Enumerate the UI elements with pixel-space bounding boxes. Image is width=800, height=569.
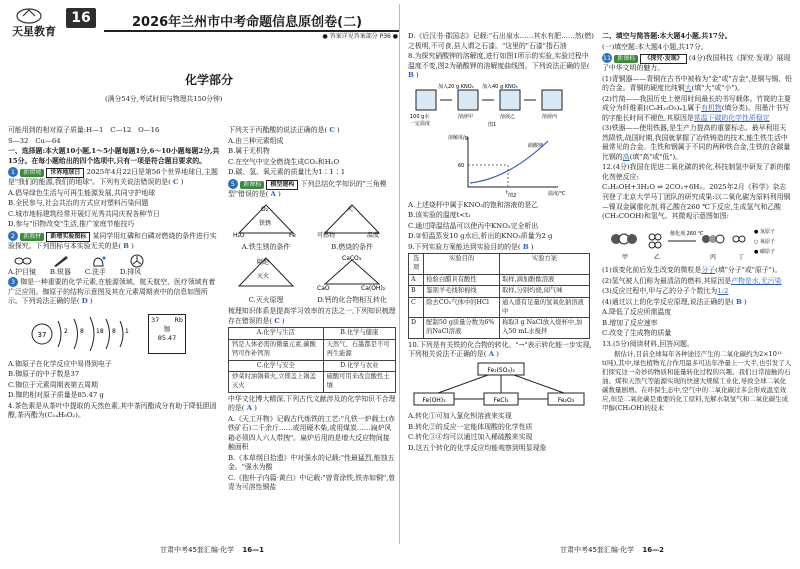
table-cell: 称取3 g NaCl放入烧杯中,加入50 mL水搅拌	[499, 318, 589, 338]
fe-mid-node: FeCl₃	[493, 396, 509, 404]
q9-table	[408, 253, 590, 339]
q11-1-text: (1)青铜器——青铜在古书中被称为"金"或"吉金",是铜与锡、铅的合金。青铜的硬度比纯铜	[602, 74, 793, 93]
q2-options-row	[8, 268, 220, 278]
sharp-object-icon	[52, 254, 70, 268]
table-cell: 检验白醋具有酸性	[424, 274, 500, 286]
q12-label-yi: 乙	[654, 253, 661, 261]
svg-text:灭火: 灭火	[257, 273, 270, 281]
q11-3-tail: (填"高"或"低")。	[629, 152, 683, 161]
q12-molecular-diagram-icon	[602, 223, 792, 263]
q5-answer: A	[270, 189, 276, 198]
table-cell: A	[409, 274, 424, 286]
column-3	[408, 32, 594, 454]
question-13: 13.(5分)阅读材料,回答问题。	[602, 339, 694, 348]
question-5: 5 新课标 模型建构 下列总结化学知识的"三角模型"错误的是( A )	[228, 179, 387, 198]
q2-option-b: B.锐器	[49, 267, 71, 276]
footer-left-page: 16—1	[242, 546, 264, 554]
curve-name: 硝酸钾	[528, 143, 544, 150]
q8-answer: B	[408, 71, 414, 80]
q4-text: 下列关于丙酯酸的说法正确的是( C )	[228, 126, 340, 134]
q7-text: 中华文化博大精深,下列古代文献涉及的化学知识不合理的是(	[228, 394, 396, 413]
svg-text:1: 1	[125, 327, 129, 335]
svg-text:60: 60	[458, 163, 465, 170]
q12-2-text: (2)氢气被人们称为最清洁的燃料,其原因是	[602, 276, 732, 285]
legend-c: ● 碳原子	[754, 248, 775, 255]
q2-number-icon: 2	[8, 231, 18, 241]
rb-symbol: Rb	[174, 315, 183, 324]
question-3: 3 铷是一种重要的化学元素,在能源领域、航天航空、医疗领域有着广泛应用。铷原子的结构示意图及其在元素周期表中的信息如图所示。下列说法正确的是( D )	[8, 278, 216, 306]
q1-tag2: 世界地球日	[46, 168, 84, 178]
rb-atomic-number: 37	[151, 315, 160, 324]
q12-2-answer: 产物是水,无污染	[731, 276, 782, 285]
part2-heading: 二、填空与简答题:本大题4小题,共17分。	[602, 32, 732, 40]
svg-text:铁锈: 铁锈	[259, 220, 272, 228]
q11-3-answer: 高	[622, 152, 630, 161]
q8-text: 8.为探究硝酸钾的溶解度,进行如图1所示的实验,实验过程中温度不变,图2为硝酸钾的溶解度曲线图。下列说法正确的是(	[408, 52, 590, 70]
svg-text:可燃物: 可燃物	[317, 232, 336, 240]
table-row	[229, 340, 396, 360]
table-cell: 除去CO₂气体中的HCl	[424, 297, 500, 317]
curve-x-label: 温度/℃	[548, 191, 566, 198]
fig-label-yi: 溶液乙	[500, 113, 516, 120]
part1-heading: 一、选择题:本大题10小题,1～5小题每题1分,6～10小题每题2分,共15分。在每小题给出的四个选项中,只有一项是符合题目要求的。	[8, 147, 220, 165]
q6-text: 梳理知识体系是提高学习效率的方法之一,下列知识梳理存在错误的是(	[228, 307, 396, 325]
table-cell: 炒菜时油锅着火,立即盖上锅盖灭火	[229, 372, 324, 392]
legend-o: ○ 氧原子	[754, 238, 775, 245]
table-cell: 通入盛有足量的氢氧化钠溶液中	[499, 297, 589, 317]
page-header	[8, 6, 408, 76]
fig1-title: 图1	[488, 121, 497, 128]
table-cell: 配制50 g质量分数为6%的NaCl溶液	[424, 318, 500, 338]
table-header-cell: 选项	[409, 254, 424, 274]
rubidium-figure	[28, 308, 220, 360]
q12-3-text: (3)反应过程中,甲与乙的分子个数比为	[602, 287, 718, 296]
model-c-label: C.灭火原理	[248, 295, 284, 304]
q12-label-bing: 丙	[710, 253, 717, 261]
q6-answer: C	[274, 316, 280, 325]
q4-stem: 下列关于丙酯酸的说法正确的是(	[228, 126, 328, 134]
q4-option-b: B.属于无机物	[228, 147, 270, 156]
q12-4-text: (4)通过以上的化学反应原理,说法正确的是(	[602, 297, 734, 306]
q7-option-b: B.《本草纲目拾遗》中对强水的记载:"性最猛烈,能蚀五金。"强水为酸	[228, 453, 395, 472]
q2-tag: 新教材	[20, 233, 44, 241]
q13-passage: 据估计,目前全球每年各种途径产生的二氧化碳约为2×10¹¹ t(吨),其中,绿色植物光合作用最多可达年净量上一大半,也引发了人们探究这一奇妙的物质和能量转化过程的兴趣。我们日常接触的石油、煤和天然气等能源实现的快速大规模工业化,导致全球二氧化碳数量剧增。在环保生态中,空气中的二氧化碳过多会形成温室效应,但是二氧化碳是重要的化工原料,光解水制氢气和二氧化碳生成甲醇(CH₃OH)的技术	[602, 350, 792, 412]
table-cell: 鉴别羊毛线和棉线	[424, 286, 500, 298]
curve-t-label: t	[506, 190, 508, 197]
model-d	[314, 254, 390, 305]
footer-right-title: 甘肃中考45套汇编·化学	[560, 546, 635, 554]
q4-option-a: A.由三种元素组成	[228, 136, 284, 145]
legend-h: ● 氢原子	[754, 228, 775, 235]
q2-tag2: 新增实验图标	[46, 232, 90, 242]
model-a-label: A.铁生锈的条件	[241, 242, 291, 251]
triangle-model-a-icon	[231, 201, 301, 239]
q1-number-icon: 1	[8, 167, 18, 177]
q11-tag: 新课标	[614, 55, 638, 63]
q8-solubility-curve-icon	[408, 131, 594, 197]
column-2	[228, 126, 396, 494]
q3-answer: D	[81, 297, 88, 306]
q10-iron-conversion-diagram-icon	[408, 361, 594, 409]
svg-text:18: 18	[96, 327, 104, 335]
q1-answer: C	[173, 178, 179, 187]
q12-label-ding: 丁	[738, 253, 745, 261]
q1-option-a: A.倡导绿色生活与可再生能源发展,共同守护地球	[8, 188, 156, 197]
hand-wash-icon	[90, 254, 108, 268]
svg-text:隔绝: 隔绝	[257, 259, 270, 267]
question-9: 9.下列实验方案能达到实验目的的是( B )	[408, 242, 534, 251]
svg-text:Ca(OH)₂: Ca(OH)₂	[361, 285, 386, 293]
q8-option-d: D.②恒温蒸发10 g水后,析出的KNO₃质量为2 g	[408, 232, 553, 241]
model-b-label: B.燃烧的条件	[331, 242, 373, 251]
question-12: 12.(4分)我国在促进二氧化碳的转化,科技制氢中研发了新的催化剂使反应:	[602, 163, 791, 181]
q5-tag: 新课标	[240, 181, 264, 189]
q11-1-answer: 大	[684, 84, 692, 93]
fe-left-node: Fe(OH)₃	[422, 396, 446, 404]
q12-part-3	[602, 287, 792, 297]
table-cell: 取样,分别灼烧,闻气味	[499, 286, 589, 298]
q12-1-answer: 分子	[701, 266, 716, 275]
fig-label-bing: 溶液丙	[542, 113, 558, 120]
triangle-model-c-icon	[231, 254, 301, 292]
page-divider	[399, 4, 400, 544]
triangle-model-d-icon	[317, 254, 387, 292]
svg-text:Fe: Fe	[289, 232, 296, 240]
part2-subheading: (一)填空题:本大题4小题,共17分。	[602, 42, 708, 51]
q3-option-b: B.铷原子的中子数是37	[8, 370, 80, 379]
table-row	[409, 286, 590, 298]
fig-label-add40: 加入40 g KNO₃	[482, 83, 518, 90]
table-cell: D	[409, 318, 424, 338]
q9-answer: B	[522, 242, 529, 251]
table-cell: C	[409, 297, 424, 317]
rb-element-name: 铷	[163, 324, 171, 333]
q12-1-text: (1)该变化前后发生改变的微粒是	[602, 266, 702, 275]
footer-right-page: 16—2	[642, 546, 664, 554]
table-row	[409, 274, 590, 286]
q12-condition: 催化剂 260 ℃	[670, 230, 704, 237]
svg-text:O₂: O₂	[261, 206, 269, 214]
fig-label-add20: 加入20 g KNO₃	[438, 83, 474, 90]
q5-tag2: 模型建构	[266, 180, 298, 190]
column-1	[8, 126, 220, 422]
rb-atom-structure-icon	[28, 311, 138, 357]
q12-part-2	[602, 277, 792, 287]
question-7: 中华文化博大精深,下列古代文献涉及的化学知识不合理的是( A )	[228, 394, 396, 413]
q1-option-b: B.全民参与,社会共治的方式应对塑料污染问题	[8, 199, 149, 208]
q9-text: 9.下列实验方案能达到实验目的的是(	[408, 242, 521, 251]
exam-number: 16	[66, 8, 96, 28]
table-header-cell: 实验目的	[424, 254, 500, 274]
title-rule	[104, 30, 400, 32]
q2-option-a: A.护目镜	[8, 267, 36, 276]
q11-2-tail: (填分类)。用墨汁书写的字能长时间不褪色,其原因是	[602, 104, 790, 122]
question-6: 梳理知识体系是提高学习效率的方法之一,下列知识梳理存在错误的是( C )	[228, 307, 396, 325]
table-row	[409, 297, 590, 317]
q8-option-c: C.通过降温结晶可以使丙中KNO₃完全析出	[408, 221, 539, 230]
table-cell: C.化学与安全	[229, 360, 324, 372]
answer-reference: ● 答案详见答案部分 P36 ●	[322, 33, 398, 40]
fe-top-node: Fe₂(SO₄)₃	[487, 366, 515, 374]
q10-option-b: B.转化②的反应一定能体现酸的化学性质	[408, 422, 533, 431]
model-b	[314, 201, 390, 252]
q12-part-4: (4)通过以上的化学反应原理,说法正确的是( B )	[602, 297, 747, 306]
q12-4-option-a: A.降低了反应所需温度	[602, 308, 672, 317]
question-8: 8.为探究硝酸钾的溶解度,进行如图1所示的实验,实验过程中温度不变,图2为硝酸钾的溶解度曲线图。下列说法正确的是( B )	[408, 52, 590, 80]
q10-text: 10.下列是有关铁的化合物的转化。"→"表示转化能一步实现,下列相关说法不正确的是(	[408, 340, 592, 359]
rb-nucleus-label: 37	[37, 330, 47, 339]
q6-table	[228, 327, 396, 392]
q11-part-1	[602, 75, 792, 94]
q11-2-answer: 有机物	[701, 104, 722, 113]
q1-tag: 新情境	[20, 169, 44, 177]
q7-option-c: C.《抱朴子内篇·黄白》中记载:"曾青涂铁,铁赤如铜",曾青为可溶性铜盐	[228, 473, 396, 492]
table-header-cell: 实验方案	[499, 254, 589, 274]
fe-right-node: Fe₂O₃	[557, 396, 575, 404]
model-c	[228, 254, 304, 305]
svg-text:火: 火	[347, 206, 354, 214]
footer-left-title: 甘肃中考45套汇编·化学	[160, 546, 235, 554]
svg-text:CaO: CaO	[317, 285, 330, 293]
q10-option-c: C.转化③④均可以通过加入稀硫酸来实现	[408, 433, 533, 442]
goggles-icon	[14, 254, 32, 268]
table-row	[409, 318, 590, 338]
q1-text: 2025年4月22日是第56个世界地球日,主题是"我们的能源,我们的地球"。下列有关说法错误的是(	[8, 168, 218, 187]
q11-tag2: 《探究·发现》	[640, 54, 686, 64]
q4-option-c: C.在空气中完全燃烧生成CO₂和H₂O	[228, 157, 340, 166]
question-10: 10.下列是有关铁的化合物的转化。"→"表示转化能一步实现,下列相关说法不正确的是( A )	[408, 340, 592, 359]
q8-option-b: B.该实验的温度t<t₁	[408, 211, 471, 220]
q12-4-option-b: B.增加了反应速率	[602, 318, 658, 327]
q12-3-answer: 1:2	[717, 287, 729, 296]
q1-option-d: D.参与"旧物改变"生活,推广家庭节能技巧	[8, 220, 135, 229]
svg-text:8: 8	[80, 327, 84, 335]
table-header-row	[409, 254, 590, 274]
atomic-mass-note-2: S—32 Cu—64	[8, 136, 61, 145]
table-row	[229, 360, 396, 372]
q2-icons-row	[14, 254, 220, 268]
q3-option-c: C.铷位于元素周期表第五周期	[8, 380, 98, 389]
table-cell: B.化学与健康	[323, 328, 395, 340]
footer-right	[560, 546, 664, 556]
q11-number-icon: 11	[602, 54, 612, 63]
q4-option-d: D.碳、氢、氧元素的质量比为1∶1∶1	[228, 168, 346, 177]
table-cell: 硫酸可用来改良酸性土壤	[323, 372, 395, 392]
brand-badge-icon	[14, 6, 44, 24]
svg-text:2: 2	[64, 327, 68, 335]
q12-label-jia: 甲	[622, 253, 629, 261]
q11-text: (4分)我国科技《探究·发现》展现了中华文明的魅力。	[602, 54, 791, 73]
q2-text: 某同学用红磷和白磷对燃烧的条件进行实验探究。下列图标与本实验无关的是(	[8, 231, 217, 251]
q12-4-option-c: C.改变了生成物的质量	[602, 329, 672, 338]
column-4	[602, 32, 792, 414]
q5-triangle-models	[228, 201, 396, 305]
q12-part-1	[602, 266, 792, 276]
question-1: 1 新情境 世界地球日 2025年4月22日是第56个世界地球日,主题是"我们的能源,我们的地球"。下列有关说法错误的是( C )	[8, 168, 218, 187]
q8-beaker-figure-icon	[408, 82, 594, 128]
table-cell: A.化学与生活	[229, 328, 324, 340]
table-cell: 取样,滴加酚酞溶液	[499, 274, 589, 286]
q5-text: 下列总结化学知识的"三角模型"错误的是(	[228, 179, 387, 198]
model-d-label: D.钙的化合物相互转化	[317, 295, 387, 304]
table-cell: 钙是人体必需的微量元素,碳酸钙可作补钙剂	[229, 340, 324, 360]
q7-option-a: A.《天工开物》记载古代炼铁的工艺:"凡铁一炉载土(赤铁矿石)二千余斤……或用硬木柴,或用煤炭……扁炉风箱必须四人六人带拽"。扁炉后用的是增大反应物间接触面积	[228, 414, 395, 452]
question-2: 2 新教材 新增实验图标 某同学用红磷和白磷对燃烧的条件进行实验探究。下列图标与本实验无关的是( B )	[8, 231, 217, 251]
table-row	[229, 372, 396, 392]
q10-option-a: A.转化①可加入氯化钡溶液来实现	[408, 412, 512, 421]
q8-option-a: A.上述烧杯中属于KNO₃的饱和溶液的是乙	[408, 200, 539, 209]
q5-number-icon: 5	[228, 179, 238, 189]
q3-text: 铷是一种重要的化学元素,在能源领域、航天航空、医疗领域有着广泛应用。铷原子的结构示意图及其在元素周期表中的信息如图所示。下列说法正确的是(	[8, 278, 216, 306]
svg-text:CaCO₃: CaCO₃	[342, 255, 362, 263]
triangle-model-b-icon	[317, 201, 387, 239]
fig2-title: 图2	[508, 193, 517, 198]
fig-label-jia: 溶液甲	[458, 113, 474, 120]
table-cell: B	[409, 286, 424, 298]
q3-option-d: D.铷的相对原子质量是85.47 g	[8, 391, 104, 400]
q1-option-c: C.城市地标建筑经常开展灯光秀共同庆祝各种节日	[8, 209, 160, 218]
q11-part-2	[602, 95, 792, 124]
q10-answer: A	[488, 350, 495, 359]
q3-option-a: A.铷原子在化学反应中易得到电子	[8, 359, 112, 368]
q11-2-answer-2: 常温下碳的化学性质稳定	[693, 113, 770, 122]
svg-text:温度: 温度	[367, 232, 380, 240]
q11-3-text: (3)铁器——使用铁器,是生产力提高的重要标志。最早利用天然陨铁,战国时期,我国就掌握了冶铁铸造的技术,能生铁生活中最常见的合金。生铁和钢属于不同的两种铁合金,生铁的含碳量比钢的	[602, 124, 791, 161]
q7-option-d: D.《后汉书·郡国志》记载:"石出泉水……其水有肥……然(燃)之极明,不可食,县人谓之石漆。"这里的"石漆"指石油	[408, 32, 594, 50]
q2-answer: B	[123, 242, 129, 251]
q11-1-tail: (填"大"或"小")。	[691, 84, 745, 93]
q10-option-d: D.这五个转化的化学反应均能观察到明显现象	[408, 443, 547, 452]
rb-atomic-mass: 85.47	[157, 333, 177, 342]
q12-equation: C₂H₅OH+3H₂O ⇌ 2CO₂+6H₂。2025年2月《科学》杂志刊登了北京大学马丁团队的研究成果:以二氧化碳为原料利用铜—镍双金属催化剂,将乙酸在260 ℃下反应,生成氢气和乙酸(CH₃COOH)和氢气。其微观示意图如图:	[602, 183, 791, 221]
table-cell: 天然气、石墨都是不可再生能源	[323, 340, 395, 360]
fig-label-temp: 一定温度	[410, 120, 431, 127]
q4-answer: C	[329, 126, 335, 134]
svg-text:8: 8	[112, 327, 116, 335]
curve-y-label: 溶解度/g	[448, 135, 468, 142]
section-info: (满分54分,考试时间与物理共150分钟)	[105, 95, 223, 103]
svg-text:H₂O: H₂O	[233, 232, 245, 240]
q11-part-3	[602, 124, 792, 162]
question-4-intro: 4.茶色素是从茶叶中提取的天然色素,其中茶丙酯成分有助于降低胆固醇,茶丙酯为(C₁₄H₈O₂)。	[8, 401, 217, 420]
exam-title: 2026年兰州市中考命题信息原创卷(二)	[132, 15, 363, 30]
section-title: 化学部分	[185, 73, 234, 87]
q3-number-icon: 3	[8, 277, 18, 287]
table-cell: D.化学与农业	[323, 360, 395, 372]
q11-2-text: (2)竹简——我国历史上使用时间最长的书写载体。竹简的主要成分为纤维素[(C₆H₁₀O₅)ₙ],属于	[602, 94, 791, 113]
rb-element-cell	[148, 314, 186, 354]
exhaust-fan-icon	[128, 254, 146, 268]
q2-option-d: D.排风	[119, 267, 142, 276]
q12-1-tail: (填"分子"或"原子")。	[715, 266, 782, 275]
q7-answer: A	[246, 404, 253, 413]
q2-option-c: C.洗手	[84, 267, 106, 276]
table-row	[229, 328, 396, 340]
model-a	[228, 201, 304, 252]
fig-label-water: 100 g水	[410, 113, 430, 120]
brand-name: 天星教育	[12, 25, 56, 38]
question-11	[602, 53, 792, 74]
footer-left	[160, 546, 264, 556]
q12-4-answer: B	[735, 297, 742, 306]
atomic-mass-note: 可能用到的相对原子质量:H—1 C—12 O—16	[8, 126, 160, 134]
